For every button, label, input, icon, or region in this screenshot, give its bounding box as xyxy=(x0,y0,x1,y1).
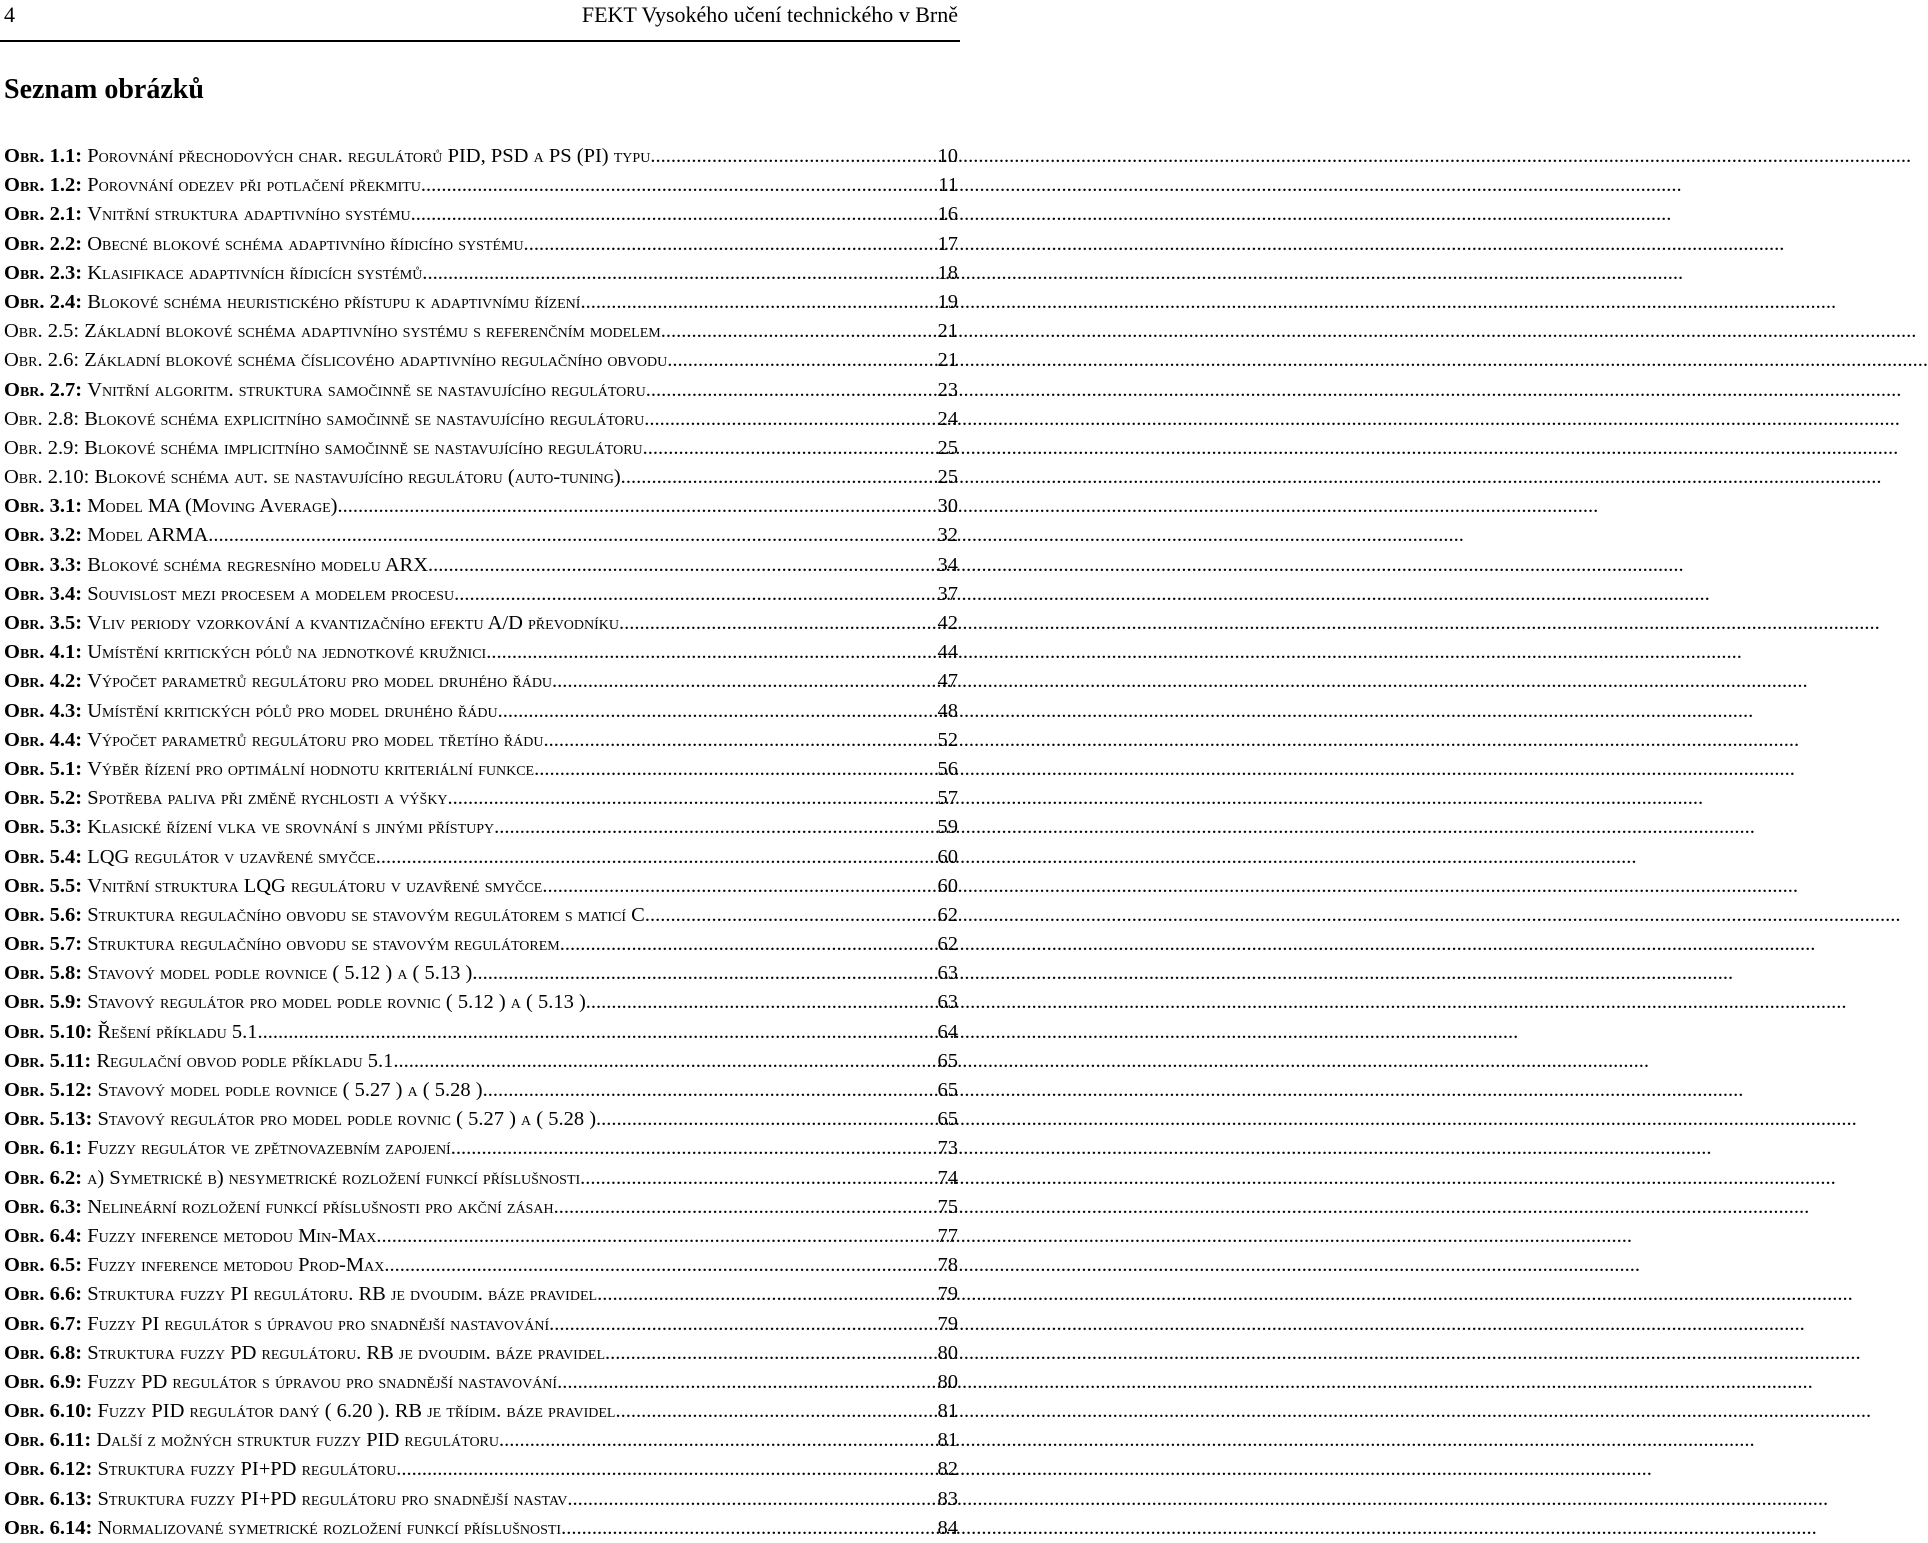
figure-label: Obr. 6.9: xyxy=(4,1370,83,1393)
dot-leader xyxy=(498,697,936,726)
page-ref: 75 xyxy=(937,1195,958,1218)
figure-entry[interactable] xyxy=(4,1485,958,1514)
figure-label: Obr. 5.11: xyxy=(4,1049,92,1072)
figure-title: Stavový model podle rovnice ( 5.12 ) a ( 5.13 ). xyxy=(82,962,478,985)
dot-leader xyxy=(393,1047,935,1076)
figure-entry[interactable] xyxy=(4,697,958,726)
page-ref: 65 xyxy=(937,1049,958,1072)
figure-label: Obr. 5.12: xyxy=(4,1079,93,1101)
dot-leader xyxy=(499,1426,935,1455)
dot-leader xyxy=(384,1251,935,1280)
page-ref: 42 xyxy=(937,612,958,634)
page-ref: 52 xyxy=(937,728,958,751)
figure-title: Fuzzy PID regulátor daný ( 6.20 ). RB je třídim. báze pravidel xyxy=(92,1400,616,1423)
figure-label: Obr. 3.3: xyxy=(4,553,83,576)
figure-title: Struktura fuzzy PI+PD regulátoru xyxy=(92,1458,397,1481)
figure-title: Spotřeba paliva při změně rychlosti a výšky xyxy=(82,787,448,810)
figure-label: Obr. 6.3: xyxy=(4,1195,83,1218)
figure-entry[interactable] xyxy=(4,1018,958,1047)
figure-entry[interactable] xyxy=(4,813,958,842)
figure-entry[interactable] xyxy=(4,784,958,813)
figure-title: Umístění kritických pólů pro model druhého řádu xyxy=(82,699,498,722)
dot-leader xyxy=(644,405,935,434)
dot-leader xyxy=(428,551,935,580)
figure-title: Blokové schéma aut. se nastavujícího regulátoru (auto-tuning). xyxy=(89,466,626,489)
figure-title: Struktura fuzzy PI regulátoru. RB je dvoudim. báze pravidel xyxy=(82,1283,598,1306)
figure-title: Vnitřní struktura LQG regulátoru v uzavřené smyčce xyxy=(82,874,543,897)
figure-label: Obr. 2.6: xyxy=(4,349,80,372)
page-ref: 81 xyxy=(937,1400,958,1423)
figure-label: Obr. 2.4: xyxy=(4,290,83,313)
dot-leader xyxy=(626,463,936,492)
figure-entry[interactable] xyxy=(4,521,958,550)
page-ref: 19 xyxy=(937,290,958,313)
page-ref: 65 xyxy=(937,1108,958,1131)
figure-label: Obr. 6.4: xyxy=(4,1224,83,1247)
page-ref: 63 xyxy=(937,991,958,1014)
figure-label: Obr. 2.10: xyxy=(4,466,90,489)
figure-title: Fuzzy inference metodou Min-Max xyxy=(82,1224,377,1247)
figure-title: Blokové schéma explicitního samočinně se nastavujícího regulátoru xyxy=(79,407,645,430)
figure-entry[interactable] xyxy=(4,551,958,580)
page-header xyxy=(0,0,960,38)
figure-label: Obr. 3.5: xyxy=(4,612,83,634)
page-ref: 82 xyxy=(937,1458,958,1481)
figure-label: Obr. 6.10: xyxy=(4,1400,93,1423)
figure-label: Obr. 5.7: xyxy=(4,933,83,956)
figure-title: Struktura regulačního obvodu se stavovým regulátorem s maticí C xyxy=(82,903,645,926)
figure-title: Obecné blokové schéma adaptivního řídicího systému. xyxy=(82,232,529,255)
figure-entry[interactable] xyxy=(4,230,958,259)
dot-leader xyxy=(486,638,935,667)
figure-label: Obr. 2.2: xyxy=(4,232,83,255)
page-ref: 81 xyxy=(937,1429,958,1452)
dot-leader xyxy=(646,376,936,405)
figure-label: Obr. 5.6: xyxy=(4,903,83,926)
dot-leader xyxy=(549,1310,935,1339)
figure-entry[interactable] xyxy=(4,1455,958,1484)
figure-label: Obr. 5.4: xyxy=(4,845,83,868)
dot-leader xyxy=(554,1193,936,1222)
figure-label: Obr. 3.1: xyxy=(4,495,83,518)
dot-leader xyxy=(672,346,935,375)
figure-entry[interactable] xyxy=(4,492,958,521)
dot-leader xyxy=(426,171,936,200)
figure-entry[interactable] xyxy=(4,346,958,375)
dot-leader xyxy=(456,1134,936,1163)
figure-title: a) Symetrické b) nesymetrické rozložení funkcí příslušnosti xyxy=(82,1166,581,1189)
figure-entry[interactable] xyxy=(4,872,958,901)
page-ref: 37 xyxy=(937,582,958,605)
page-ref: 83 xyxy=(937,1487,958,1510)
figure-title: Model MA (Moving Average). xyxy=(82,495,343,518)
dot-leader xyxy=(477,959,935,988)
figure-title: Souvislost mezi procesem a modelem procesu xyxy=(82,582,455,605)
page-ref: 77 xyxy=(937,1224,958,1247)
figure-title: Struktura fuzzy PD regulátoru. RB je dvoudim. báze pravidel xyxy=(82,1341,606,1364)
page-ref: 60 xyxy=(937,845,958,868)
figure-entry[interactable] xyxy=(4,376,958,405)
dot-leader xyxy=(557,1368,935,1397)
figure-entry[interactable] xyxy=(4,142,958,171)
figure-label: Obr. 5.13: xyxy=(4,1108,93,1131)
figure-entry[interactable] xyxy=(4,930,958,959)
page-ref: 56 xyxy=(937,757,958,780)
page-ref: 21 xyxy=(937,349,958,372)
page-ref: 18 xyxy=(937,261,958,284)
figure-title: Porovnání přechodových char. regulátorů PID, PSD a PS (PI) typu. xyxy=(82,145,656,167)
dot-leader xyxy=(343,492,936,521)
page-ref: 84 xyxy=(937,1516,958,1539)
figure-list xyxy=(4,142,958,1543)
figure-title: Vnitřní struktura adaptivního systému. xyxy=(82,203,416,226)
page-ref: 21 xyxy=(937,320,958,343)
page-ref: 23 xyxy=(937,378,958,401)
figure-label: Obr. 6.2: xyxy=(4,1166,83,1189)
figure-title: Struktura regulačního obvodu se stavovým regulátorem xyxy=(82,933,560,956)
page-title: Seznam obrázků xyxy=(4,74,204,105)
dot-leader xyxy=(376,1222,935,1251)
figure-label: Obr. 4.2: xyxy=(4,670,83,693)
figure-entry[interactable] xyxy=(4,405,958,434)
page-ref: 73 xyxy=(937,1137,958,1160)
figure-title: Základní blokové schéma adaptivního systému s referenčním modelem xyxy=(79,320,661,343)
dot-leader xyxy=(661,317,936,346)
dot-leader xyxy=(645,901,936,930)
figure-title: Vnitřní algoritm. struktura samočinně se nastavujícího regulátoru xyxy=(82,378,646,401)
dot-leader xyxy=(580,1164,935,1193)
page-ref: 79 xyxy=(937,1312,958,1335)
figure-entry[interactable] xyxy=(4,609,958,638)
figure-title: Vliv periody vzorkování a kvantizačního efektu A/D převodníku. xyxy=(82,612,625,634)
figure-entry[interactable] xyxy=(4,259,958,288)
page-ref: 64 xyxy=(937,1020,958,1043)
page-ref: 57 xyxy=(937,787,958,810)
dot-leader xyxy=(396,1455,935,1484)
dot-leader xyxy=(263,1018,936,1047)
page-ref: 74 xyxy=(937,1166,958,1189)
figure-title: Nelineární rozložení funkcí příslušnosti pro akční zásah xyxy=(82,1195,554,1218)
figure-title: Základní blokové schéma číslicového adaptivního regulačního obvodu. xyxy=(79,349,673,372)
figure-entry[interactable] xyxy=(4,1339,958,1368)
dot-leader xyxy=(454,580,935,609)
figure-entry[interactable] xyxy=(4,755,958,784)
figure-label: Obr. 4.3: xyxy=(4,699,83,722)
figure-entry[interactable] xyxy=(4,580,958,609)
figure-label: Obr. 6.6: xyxy=(4,1283,83,1306)
page-ref: 24 xyxy=(937,407,958,430)
figure-entry[interactable] xyxy=(4,726,958,755)
dot-leader xyxy=(655,142,935,171)
header-rule xyxy=(0,40,960,42)
dot-leader xyxy=(529,230,936,259)
page-ref: 63 xyxy=(937,962,958,985)
page-ref: 62 xyxy=(937,933,958,956)
figure-label: Obr. 2.9: xyxy=(4,436,80,459)
figure-label: Obr. 5.3: xyxy=(4,816,83,839)
page-number: 4 xyxy=(4,2,15,27)
figure-title: Další z možných struktur fuzzy PID regulátoru xyxy=(91,1429,500,1452)
figure-label: Obr. 2.3: xyxy=(4,261,83,284)
figure-label: Obr. 2.5: xyxy=(4,320,80,343)
dot-leader xyxy=(624,609,935,638)
page-ref: 60 xyxy=(937,874,958,897)
figure-title: Blokové schéma heuristického přístupu k adaptivnímu řízení xyxy=(82,290,581,313)
figure-title: Porovnání odezev při potlačení překmitu. xyxy=(82,174,427,197)
figure-label: Obr. 5.2: xyxy=(4,787,83,810)
figure-label: Obr. 1.2: xyxy=(4,174,83,197)
figure-title: Umístění kritických pólů na jednotkové kružnici xyxy=(82,641,487,664)
figure-entry[interactable] xyxy=(4,1426,958,1455)
page-ref: 80 xyxy=(937,1341,958,1364)
figure-entry[interactable] xyxy=(4,1222,958,1251)
page-ref: 34 xyxy=(937,553,958,576)
figure-entry[interactable] xyxy=(4,901,958,930)
figure-label: Obr. 5.1: xyxy=(4,757,83,780)
page-ref: 25 xyxy=(937,436,958,459)
figure-entry[interactable] xyxy=(4,959,958,988)
dot-leader xyxy=(539,755,935,784)
dot-leader xyxy=(560,930,936,959)
figure-title: Klasické řízení vlka ve srovnání s jinými přístupy. xyxy=(82,816,500,839)
figure-label: Obr. 6.12: xyxy=(4,1458,93,1481)
figure-entry[interactable] xyxy=(4,1134,958,1163)
figure-label: Obr. 6.1: xyxy=(4,1137,83,1160)
figure-label: Obr. 6.14: xyxy=(4,1516,93,1539)
page-ref: 78 xyxy=(937,1254,958,1277)
figure-label: Obr. 6.5: xyxy=(4,1254,83,1277)
page-ref: 11 xyxy=(938,174,958,197)
figure-entry[interactable] xyxy=(4,171,958,200)
page-ref: 62 xyxy=(937,903,958,926)
dot-leader xyxy=(381,843,936,872)
dot-leader xyxy=(552,667,935,696)
page-ref: 65 xyxy=(937,1079,958,1101)
figure-entry[interactable] xyxy=(4,317,958,346)
figure-title: LQG regulátor v uzavřené smyčce. xyxy=(82,845,381,868)
figure-title: Stavový model podle rovnice ( 5.27 ) a ( 5.28 ). xyxy=(92,1079,488,1101)
page-ref: 10 xyxy=(937,145,958,167)
figure-entry[interactable] xyxy=(4,638,958,667)
figure-entry[interactable] xyxy=(4,1047,958,1076)
dot-leader xyxy=(542,872,935,901)
figure-entry[interactable] xyxy=(4,1368,958,1397)
figure-entry[interactable] xyxy=(4,843,958,872)
figure-label: Obr. 5.8: xyxy=(4,962,83,985)
figure-title: Model ARMA xyxy=(82,524,209,547)
figure-title: Normalizované symetrické rozložení funkcí příslušnosti xyxy=(92,1516,562,1539)
figure-title: Regulační obvod podle příkladu 5.1 xyxy=(91,1049,394,1072)
figure-title: Fuzzy inference metodou Prod-Max xyxy=(82,1254,385,1277)
figure-title: Struktura fuzzy PI+PD regulátoru pro snadnější nastav. xyxy=(92,1487,573,1510)
figure-label: Obr. 6.8: xyxy=(4,1341,83,1364)
figure-label: Obr. 2.1: xyxy=(4,203,83,226)
dot-leader xyxy=(643,434,936,463)
dot-leader xyxy=(561,1514,935,1543)
figure-label: Obr. 5.5: xyxy=(4,874,83,897)
figure-label: Obr. 1.1: xyxy=(4,145,83,167)
figure-label: Obr. 5.9: xyxy=(4,991,83,1014)
figure-title: Stavový regulátor pro model podle rovnic ( 5.12 ) a ( 5.13 ). xyxy=(82,991,591,1014)
dot-leader xyxy=(591,988,936,1017)
figure-title: Fuzzy PI regulátor s úpravou pro snadnější nastavování xyxy=(82,1312,550,1335)
page-ref: 32 xyxy=(937,524,958,547)
page-ref: 79 xyxy=(937,1283,958,1306)
figure-entry[interactable] xyxy=(4,1514,958,1543)
page-ref: 80 xyxy=(937,1370,958,1393)
page-ref: 59 xyxy=(937,816,958,839)
page-ref: 44 xyxy=(937,641,958,664)
figure-label: Obr. 6.13: xyxy=(4,1487,93,1510)
dot-leader xyxy=(427,259,935,288)
dot-leader xyxy=(601,1105,935,1134)
dot-leader xyxy=(580,288,935,317)
figure-title: Blokové schéma implicitního samočinně se nastavujícího regulátoru xyxy=(79,436,643,459)
page-ref: 47 xyxy=(937,670,958,693)
figure-title: Stavový regulátor pro model podle rovnic ( 5.27 ) a ( 5.28 ). xyxy=(92,1108,602,1131)
dot-leader xyxy=(543,726,935,755)
dot-leader xyxy=(615,1397,935,1426)
figure-title: Řešení příkladu 5.1. xyxy=(92,1020,263,1043)
figure-entry[interactable] xyxy=(4,1076,958,1105)
figure-label: Obr. 3.4: xyxy=(4,582,83,605)
figure-entry[interactable] xyxy=(4,200,958,229)
figure-entry[interactable] xyxy=(4,1251,958,1280)
figure-entry[interactable] xyxy=(4,1105,958,1134)
figure-label: Obr. 2.8: xyxy=(4,407,80,430)
figure-label: Obr. 4.1: xyxy=(4,641,83,664)
figure-label: Obr. 5.10: xyxy=(4,1020,93,1043)
figure-title: Blokové schéma regresního modelu ARX xyxy=(82,553,429,576)
figure-entry[interactable] xyxy=(4,988,958,1017)
header-title: FEKT Vysokého učení technického v Brně xyxy=(581,2,958,27)
dot-leader xyxy=(499,813,935,842)
page-ref: 17 xyxy=(937,232,958,255)
figure-label: Obr. 6.7: xyxy=(4,1312,83,1335)
dot-leader xyxy=(208,521,935,550)
figure-entry[interactable] xyxy=(4,1397,958,1426)
dot-leader xyxy=(488,1076,936,1105)
dot-leader xyxy=(572,1485,935,1514)
figure-title: Výpočet parametrů regulátoru pro model třetího řádu xyxy=(82,728,544,751)
figure-label: Obr. 4.4: xyxy=(4,728,83,751)
dot-leader xyxy=(416,200,936,229)
figure-entry[interactable] xyxy=(4,1193,958,1222)
figure-title: Výběr řízení pro optimální hodnotu kriteriální funkce. xyxy=(82,757,540,780)
figure-title: Fuzzy PD regulátor s úpravou pro snadnější nastavování xyxy=(82,1370,558,1393)
page-ref: 48 xyxy=(937,699,958,722)
figure-title: Klasifikace adaptivních řídicích systémů. xyxy=(82,261,428,284)
figure-entry[interactable] xyxy=(4,1310,958,1339)
figure-title: Fuzzy regulátor ve zpětnovazebním zapojení. xyxy=(82,1137,456,1160)
figure-entry[interactable] xyxy=(4,667,958,696)
figure-entry[interactable] xyxy=(4,288,958,317)
figure-entry[interactable] xyxy=(4,434,958,463)
dot-leader xyxy=(605,1339,935,1368)
page-ref: 25 xyxy=(937,466,958,489)
figure-title: Výpočet parametrů regulátoru pro model druhého řádu xyxy=(82,670,553,693)
figure-label: Obr. 2.7: xyxy=(4,378,83,401)
figure-label: Obr. 6.11: xyxy=(4,1429,92,1452)
page-ref: 16 xyxy=(937,203,958,226)
dot-leader xyxy=(597,1280,935,1309)
page-ref: 30 xyxy=(937,495,958,518)
figure-entry[interactable] xyxy=(4,1280,958,1309)
figure-entry[interactable] xyxy=(4,463,958,492)
figure-entry[interactable] xyxy=(4,1164,958,1193)
dot-leader xyxy=(448,784,936,813)
figure-label: Obr. 3.2: xyxy=(4,524,83,547)
